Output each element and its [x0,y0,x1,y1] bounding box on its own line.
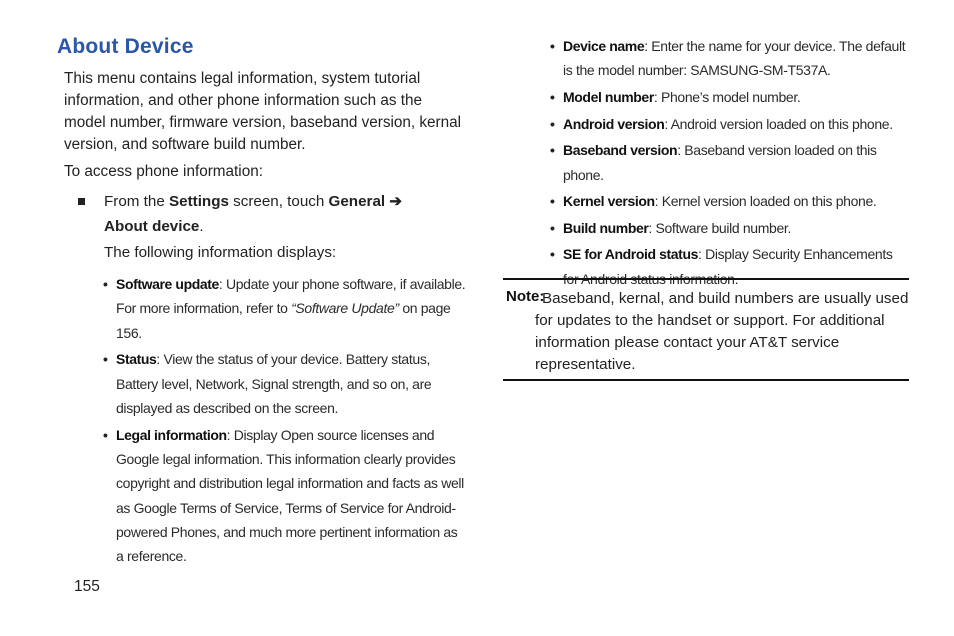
step-subtext: The following information displays: [104,244,337,261]
note-label: Note: [506,288,545,305]
bullet-icon: • [550,219,555,236]
list-item-model-number: • Model number: Phone’s model number. [563,85,909,109]
page-title: About Device [57,35,194,58]
square-bullet-icon [78,198,85,205]
cross-reference-link: “Software Update” [291,300,399,317]
list-item-device-name: • Device name: Enter the name for your device. The default is the model number: SAMSUNG-SM-T537A. [563,34,909,83]
bullet-icon: • [550,115,555,132]
left-bullet-list [103,272,467,569]
list-item-baseband-version: • Baseband version: Baseband version loaded on this phone. [563,138,909,187]
step-instruction: From the Settings screen, touch General ➔ About device. [104,189,467,239]
list-item-android-version: • Android version: Android version loaded on this phone. [563,112,909,136]
bullet-icon: • [103,426,108,443]
page-number: 155 [74,578,100,595]
bullet-icon: • [103,351,108,368]
right-column [503,34,909,293]
bullet-icon: • [550,38,555,54]
bullet-icon: • [550,246,555,263]
list-item-se-android-status: • SE for Android status: Display Security Enhancements for Android status information. [563,242,909,291]
right-bullet-list [550,34,909,291]
access-paragraph: To access phone information: [64,163,263,180]
left-column [57,34,467,571]
note-box [503,278,909,381]
list-item-build-number: • Build number: Software build number. [563,216,909,240]
bullet-icon: • [103,276,108,292]
bullet-icon: • [550,142,555,159]
general-label: General ➔ [328,193,403,210]
list-item-kernel-version: • Kernel version: Kernel version loaded on this phone. [563,189,909,213]
list-item-software-update: • Software update: Update your phone software, if available. For more information, refer to “Software Update” on page 156. [116,272,467,345]
list-item-legal-information: • Legal information: Display Open source licenses and Google legal information. This information clearly provides copyright and distribution legal information and facts as well as Google Terms of Service, Terms of Service for Android-powered Phones, and much more pertinent information as a reference. [116,423,467,569]
note-text: Baseband, kernal, and build numbers are usually used for updates to the handset or support. For additional information please contact your AT&T service representative. [535,290,909,373]
about-device-label: About device [104,218,200,235]
list-item-status: • Status: View the status of your device. Battery status, Battery level, Network, Signal strength, and so on, are displayed as described on the screen. [116,347,467,420]
bullet-icon: • [550,89,555,105]
settings-label: Settings [169,193,229,210]
intro-paragraph: This menu contains legal information, system tutorial information, and other phone information such as the model number, firmware version, baseband version, kernal version, and software build number. [64,70,462,153]
bullet-icon: • [550,193,555,210]
